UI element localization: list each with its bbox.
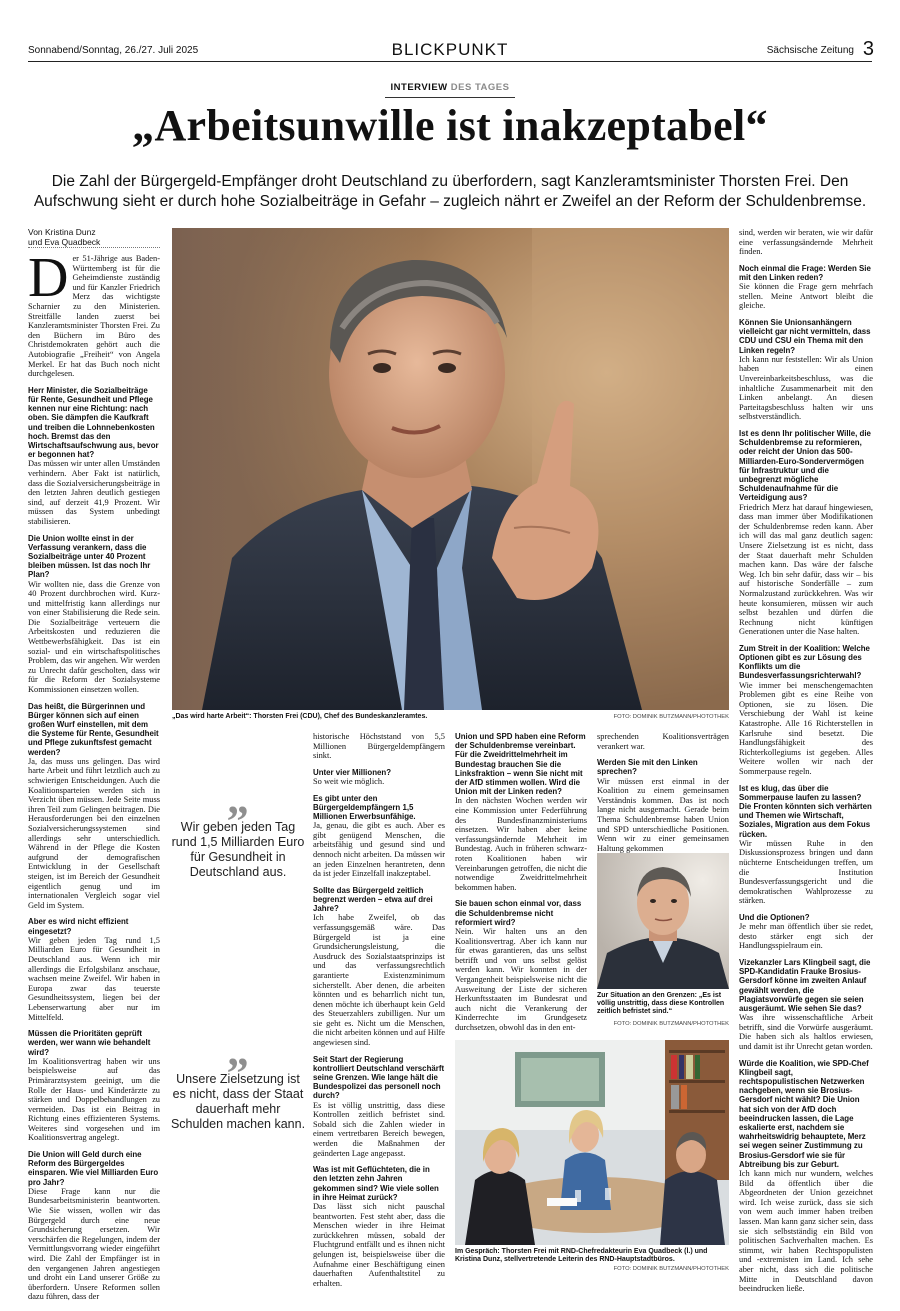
question: Seit Start der Regierung kontrolliert Deutschland verschärft seine Grenzen. Wie lange hält die Bundespolizei das personell noch durch? (313, 1054, 445, 1101)
answer: Was ihre wissenschaftliche Arbeit betrifft, sind die Vorwürfe ausgeräumt. Die haben sich als haltlos erwiesen, und damit ist ihr Unrecht getan worden. (739, 1013, 873, 1051)
question: Union und SPD haben eine Reform der Schuldenbremse vereinbart. Für die Zweidrittelmehrheit im Bundestag brauchen Sie die Linksfraktion – wenn Sie nicht mit der AfD stimmen wollen. Wird die Union mit der Linken reden? (455, 732, 586, 797)
answer: sind, werden wir beraten, wie wir dafür eine verfassungsändernde Mehrheit finden. (739, 228, 873, 257)
answer: Ich kann nur feststellen: Wir als Union haben einen Unvereinbarkeitsbeschluss, was die inhaltliche Zusammenarbeit mit den Linken anbelangt. An diesen Parteitagsbeschluss halten wir uns selbstverständlich. (739, 354, 873, 422)
small-photo-caption: Zur Situation an den Grenzen: „Es ist völlig unstrittig, dass diese Kontrollen zeitlich befristet sind.“ (597, 992, 725, 1016)
question: Werden Sie mit den Linken sprechen? (597, 758, 698, 777)
meeting-photo (455, 1040, 729, 1245)
header-rule (28, 61, 872, 62)
question: Ist es klug, das über die Sommerpause laufen zu lassen? Die Fronten könnten sich verhärten und Themen wie Wirtschaft, Soziales, Migration aus dem Fokus rücken. (739, 783, 872, 839)
kicker-rule (385, 97, 515, 98)
pull-quote-1 (168, 774, 308, 880)
issue-date: Sonnabend/Sonntag, 26./27. Juli 2025 (28, 45, 199, 56)
kicker-sub: DES TAGES (450, 82, 510, 93)
question: Ist es denn Ihr politischer Wille, die Schuldenbremse zu reformieren, oder reicht der Union das 500-Milliarden-Euro-Sondervermögen für Infrastruktur und die unbegrenzt mögliche Schuldenaufnahme für die Verteidigung aus? (739, 428, 871, 503)
section-title: BLICKPUNKT (391, 40, 509, 59)
question: Sie bauen schon einmal vor, dass die Schuldenbremse nicht reformiert wird? (455, 899, 582, 927)
answer: Nein. Wir halten uns an den Koalitionsvertrag. Aber ich kann nur für etwas garantieren, das uns selbst betrifft und von uns selbst gelöst werden kann. Wir konnten in der Vergangenheit beispielsweise nicht die Ausweitung der Liste der sicheren Herkunftsstaaten im Bundesrat und auch nicht die Verankerung der Kinderrechte im Grundgesetz durchsetzen, obwohl das in den ent- (455, 926, 587, 1032)
drop-cap: D (28, 247, 69, 309)
answer: historische Höchststand von 5,5 Millionen Bürgergeldempfängern sinkt. (313, 732, 445, 761)
question: Die Union wollte einst in der Verfassung verankern, dass die Sozialbeiträge unter 40 Prozent bleiben müssen. Ist das noch Ihr Plan? (28, 533, 151, 580)
deck: Die Zahl der Bürgergeld-Empfänger droht Deutschland zu überfordern, sagt Kanzleramtsminister Thorsten Frei. Den Aufschwung sieht er durch hohe Sozialbeiträge in Gefahr – zugleich nährt er Zweifel an der Reform der Schuldenbremse. (33, 173, 867, 210)
question: Und die Optionen? (739, 913, 810, 922)
meeting-scene-photo (455, 1040, 729, 1245)
answer: So weit wie möglich. (313, 776, 385, 786)
answer: Ja, genau, die gibt es auch. Aber es gibt genügend Menschen, die arbeitsfähig und gesund sind und dennoch nicht arbeiten. Da müssen wir an jeden Einzelnen herantreten, denn da ist jeder Einzelfall inakzeptabel. (313, 821, 445, 879)
answer: Je mehr man öffentlich über sie redet, desto stärker engt sich der Handlungsspielraum ein. (739, 922, 873, 951)
article-column-5 (597, 732, 729, 853)
small-photo-credit: FOTO: DOMINIK BUTZMANN/PHOTOTHEK (613, 1021, 729, 1027)
answer: Diese Frage kann nur die Bundesarbeitsministerin beantworten. Wie Sie wissen, wollen wir das Bürgergeld durch eine neue Grundsicherung ersetzen. Wir verschärfen die Regelungen, indem der Vermittlungsvorrang wieder eingeführt wird. Die Zahl der Empfänger ist in den vergangenen Jahren angestiegen und droht ein Land unserer Größe zu überfordern. Unsere Reformen sollen dazu führen, dass der (28, 1186, 160, 1302)
byline-author-1: Von Kristina Dunz (28, 227, 96, 237)
answer: Es ist völlig unstrittig, dass diese Kontrollen zeitlich befristet sind. Sobald sich die Zahlen wieder in einem vertretbaren Bereich bewegen, werden die Maßnahmen der geänderten Lage angepasst. (313, 1100, 445, 1158)
main-photo-caption: „Das wird harte Arbeit“: Thorsten Frei (CDU), Chef des Bundeskanzleramtes. (172, 713, 428, 720)
article-column-1 (28, 247, 160, 1302)
answer: sprechenden Koalitionsverträgen verankert war. (597, 732, 729, 751)
question: Sollte das Bürgergeld zeitlich begrenzt werden – etwa auf drei Jahre? (313, 885, 433, 914)
byline-author-2: und Eva Quadbeck (28, 237, 101, 247)
question: Müssen die Prioritäten geprüft werden, wer wann wie behandelt wird? (28, 1029, 151, 1057)
pull-quote-text: Wir geben jeden Tag rund 1,5 Milliarden Euro für Gesundheit in Deutschland aus. (171, 820, 305, 879)
answer: In den nächsten Wochen werden wir eine Kommission unter Federführung des Bundesfinanzministeriums einsetzen. Wir haben aber keine verfassungsändernde Mehrheit im Bundestag. Auch in früheren schwarz-roten Koalitionen haben wir Vereinbarungen getroffen, die nicht die notwendige Zweidrittelmehrheit bekommen haben. (455, 796, 587, 892)
answer: Ich kann mich nur wundern, welches Bild da öffentlich über die Abgeordneten der Union gezeichnet wird. Ich weise zurück, dass sie sich von wem auch immer haben treiben lassen. Man kann ganz sicher sein, dass sie sich selbstständig ein Bild von politischen Sachverhalten machen. Es stimmt, wir haben Rechtspopulisten und -extremisten im Land. Ich sehe aber nicht, dass sich die politische Mitte in Deutschland davon beeindrucken ließe. (739, 1169, 873, 1294)
newspaper-name: Sächsische Zeitung (766, 45, 854, 56)
kicker-main: INTERVIEW (390, 82, 448, 93)
answer: Das lässt sich nicht pauschal beantworten. Fest steht aber, dass die Menschen wieder in ihre Heimat zurückkehren müssen, sobald der Fluchtgrund entfällt und es ihnen nicht gelungen ist, beispielsweise über die Aufnahme einer Beschäftigung einen dauerhaften Aufenthaltstitel zu erhalten. (313, 1202, 445, 1288)
question: Würde die Koalition, wie SPD-Chef Klingbeil sagt, rechtspopulistischen Netzwerken nachgeben, wenn sie Brosius-Gersdorf nicht wählt? Die Union hat sich von der AfD doch beeindrucken lassen, die Lage eskalierte erst, nachdem sie wahrheitswidrig behauptete, Merz sei wegen seiner Zustimmung zu Brosius-Gersdorf wie sie für Abtreibung bis zur Geburt. (739, 1058, 869, 1169)
answer: Wie immer bei menschengemachten Problemen gibt es eine Reihe von Optionen, sie zu lösen. Die Verschiebung der Wahl ist keine Katastrophe. Alle 16 Richterstellen in Karlsruhe sind besetzt. Die Handlungsfähigkeit des Richterkollegiums ist gegeben. Alles Weitere wollen wir nach der Sommerpause regeln. (739, 680, 873, 777)
main-photo (172, 228, 729, 710)
question: Noch einmal die Frage: Werden Sie mit den Linken reden? (739, 263, 871, 282)
question: Vizekanzler Lars Klingbeil sagt, die SPD-Kandidatin Frauke Brosius-Gersdorf könne im zweiten Anlauf gewählt werden, die Plagiatsvorwürfe gegen sie seien ausgeräumt. Wie sehen Sie das? (739, 957, 871, 1013)
small-photo (597, 853, 729, 989)
question: Zum Streit in der Koalition: Welche Optionen gibt es zur Lösung des Konflikts um die Bundesverfassungsrichterwahl? (739, 643, 870, 681)
kicker (0, 82, 900, 93)
answer: Friedrich Merz hat darauf hingewiesen, dass man immer über Modifikationen der Schuldenbremse reden kann. Aber ich will das mal ganz deutlich sagen: Unsere Zielsetzung ist es nicht, dass der Staat dauerhaft mehr Schulden machen kann. Das wäre der falsche Weg. Ich bin sehr dafür, dass wir – bis auf historische Sonderfälle – zum Normalzustand zurückkehren. Was wir heute konsumieren, müssen wir auch selbst bezahlen und dürfen die Rechnung nicht künftigen Generationen unter die Nase halten. (739, 502, 873, 637)
quote-mark-icon: „ (227, 1026, 249, 1075)
meeting-photo-credit: FOTO: DOMINIK BUTZMANN/PHOTOTHEK (613, 1266, 729, 1272)
question: Herr Minister, die Sozialbeiträge für Rente, Gesundheit und Pflege kennen nur eine Richtung: nach oben. Sie dämpfen die Kaufkraft und treiben die Lohnnebenkosten hoch. Bremst das den Wirtschaftsaufschwung aus, bevor er begonnen hat? (28, 385, 159, 460)
article-column-6 (739, 228, 873, 1294)
headshot-photo (597, 853, 729, 989)
pull-quote-text: Unsere Zielsetzung ist es nicht, dass der Staat dauerhaft mehr Schulden machen kann. (170, 1072, 306, 1131)
answer: Ja, das muss uns gelingen. Das wird harte Arbeit und führt letztlich auch zu schwierigen Entscheidungen. Auch die Koalitionsparteien werden sich in Verzicht üben müssen. Jede Seite muss ihren Teil zum Gelingen beitragen. Die Herausforderungen bei den einzelnen Sozialversicherungssystemen sind allerdings sehr unterschiedlich. Während in der Pflege die Kosten aufgrund der demografischen Entwicklung in der Gesellschaft steigen, ist im Bereich der Gesundheit eigentlich genug und im internationalen Vergleich sogar viel Geld im System. (28, 756, 160, 910)
question: Aber es wird nicht effizient eingesetzt? (28, 917, 129, 936)
answer: Wir müssen Ruhe in den Diskussionsprozess bringen und dann nüchterne Entscheidungen treffen, um die Institution Bundesverfassungsgericht und die demokratischen Wahlprozesse zu stärken. (739, 838, 873, 906)
question: Das heißt, die Bürgerinnen und Bürger können sich auf einen großen Wurf einstellen, mit dem die Systeme für Rente, Gesundheit und Pflege zukunftsfest gemacht werden? (28, 701, 159, 757)
answer: Sie können die Frage gern mehrfach stellen. Meine Antwort bleibt die gleiche. (739, 282, 873, 311)
headline: „Arbeitsunwille ist inakzeptabel“ (132, 101, 768, 150)
question: Können Sie Unionsanhängern vielleicht gar nicht vermitteln, dass CDU und CSU ein Thema mit den Linken regeln? (739, 317, 871, 355)
intro-paragraph: er 51-Jährige aus Baden-Württemberg ist für die Geheimdienste zuständig und für Kanzler Friedrich Merz das wichtigste Scharnier zu den Ministerien. Streitfälle landen zuerst bei Kanzleramtsminister Thorsten Frei. Zu den Büchern im Büro des Christdemokraten gehört auch die Autobiografie „Freiheit“ von Angela Merkel. Er hat das Buch noch nicht durchgelesen. (28, 254, 160, 379)
page-number: 3 (862, 38, 874, 60)
question: Was ist mit Geflüchteten, die in den letzten zehn Jahren gekommen sind? Wie viele sollen in ihre Heimat zurück? (313, 1165, 439, 1202)
question: Die Union will Geld durch eine Reform des Bürgergeldes einsparen. Wie viel Milliarden Euro pro Jahr? (28, 1150, 159, 1187)
answer: Im Koalitionsvertrag haben wir uns beispielsweise auf das Primärarztsystem geeinigt, um die Rolle der Haus- und Kinderärzte zu stärken und Doppelbehandlungen zu vermeiden. Das ist ein Beitrag in Richtung eines effizienteren Systems. Weiteres sind vorgesehen und im Koalitionsvertrag angelegt. (28, 1056, 160, 1143)
quote-mark-icon: „ (227, 774, 249, 823)
answer: Das müssen wir unter allen Umständen verhindern. Aber Fakt ist natürlich, dass die Sozialversicherungsbeiträge in den letzten Jahren deutlich gestiegen sind, auf derzeit 41,9 Prozent. Wir müssen das System unbedingt stabilisieren. (28, 459, 160, 526)
meeting-photo-caption: Im Gespräch: Thorsten Frei mit RND-Chefredakteurin Eva Quadbeck (l.) und Kristina Dunz, stellvertretende Leiterin des RND-Hauptstadtbüros. (455, 1248, 708, 1264)
question: Es gibt unter den Bürgergeldempfängern 1,5 Millionen Erwerbsunfähige. (313, 793, 416, 821)
answer: Wir müssen erst einmal in der Koalition zu einem gemeinsamen Verständnis kommen. Das ist noch lange nicht ausgemacht. Gerade beim Thema Schuldenbremse haben Union und SPD unterschiedliche Positionen. Wenn wir zu einer gemeinsamen Haltung gekommen (597, 776, 729, 853)
byline (28, 227, 158, 247)
pull-quote-2 (168, 1026, 308, 1132)
answer: Wir wollten nie, dass die Grenze von 40 Prozent durchbrochen wird. Kurz- und mittelfristig kann allerdings nur von einer Stabilisierung die Rede sein. Die Sozialbeiträge verteuern die Arbeitskosten und reduzieren die Wettbewerbsfähigkeit. Das ist ein sozial- und ein wirtschaftspolitisches Problem, das wir angehen. Wir werden zu Unrecht dafür gescholten, dass wir für die Reform der Sozialsysteme Kommissionen einsetzen wollen. (28, 579, 160, 695)
answer: Ich habe Zweifel, ob das verfassungsgemäß wäre. Das Bürgergeld ist ja eine Grundsicherungsleistung, die Ausdruck des Sozialstaatsprinzips ist und das verfassungsrechtlich garantierte Existenzminimum sicherstellt. Aber denen, die arbeiten könnten und es beharrlich nicht tun, denen möchte ich überhaupt kein Geld des Steuerzahlers zubilligen. Nur um sie geht es. Nicht um die Menschen, die nicht arbeiten können und auf Hilfe angewiesen sind. (313, 913, 445, 1048)
portrait-photo (172, 228, 729, 710)
answer: Wir geben jeden Tag rund 1,5 Milliarden Euro für Gesundheit in Deutschland aus. Wenn ich mir allerdings die Erfolgsbilanz anschaue, wachsen meine Zweifel. Wir haben in Europa zwar das teuerste Gesundheitssystem, liegen bei der Lebenserwartung aber nur im Mittelfeld. (28, 935, 160, 1022)
article-column-3 (313, 732, 445, 1288)
article-column-4 (455, 732, 587, 1030)
question: Unter vier Millionen? (313, 767, 392, 777)
main-photo-credit: FOTO: DOMINIK BUTZMANN/PHOTOTHEK (613, 714, 729, 720)
